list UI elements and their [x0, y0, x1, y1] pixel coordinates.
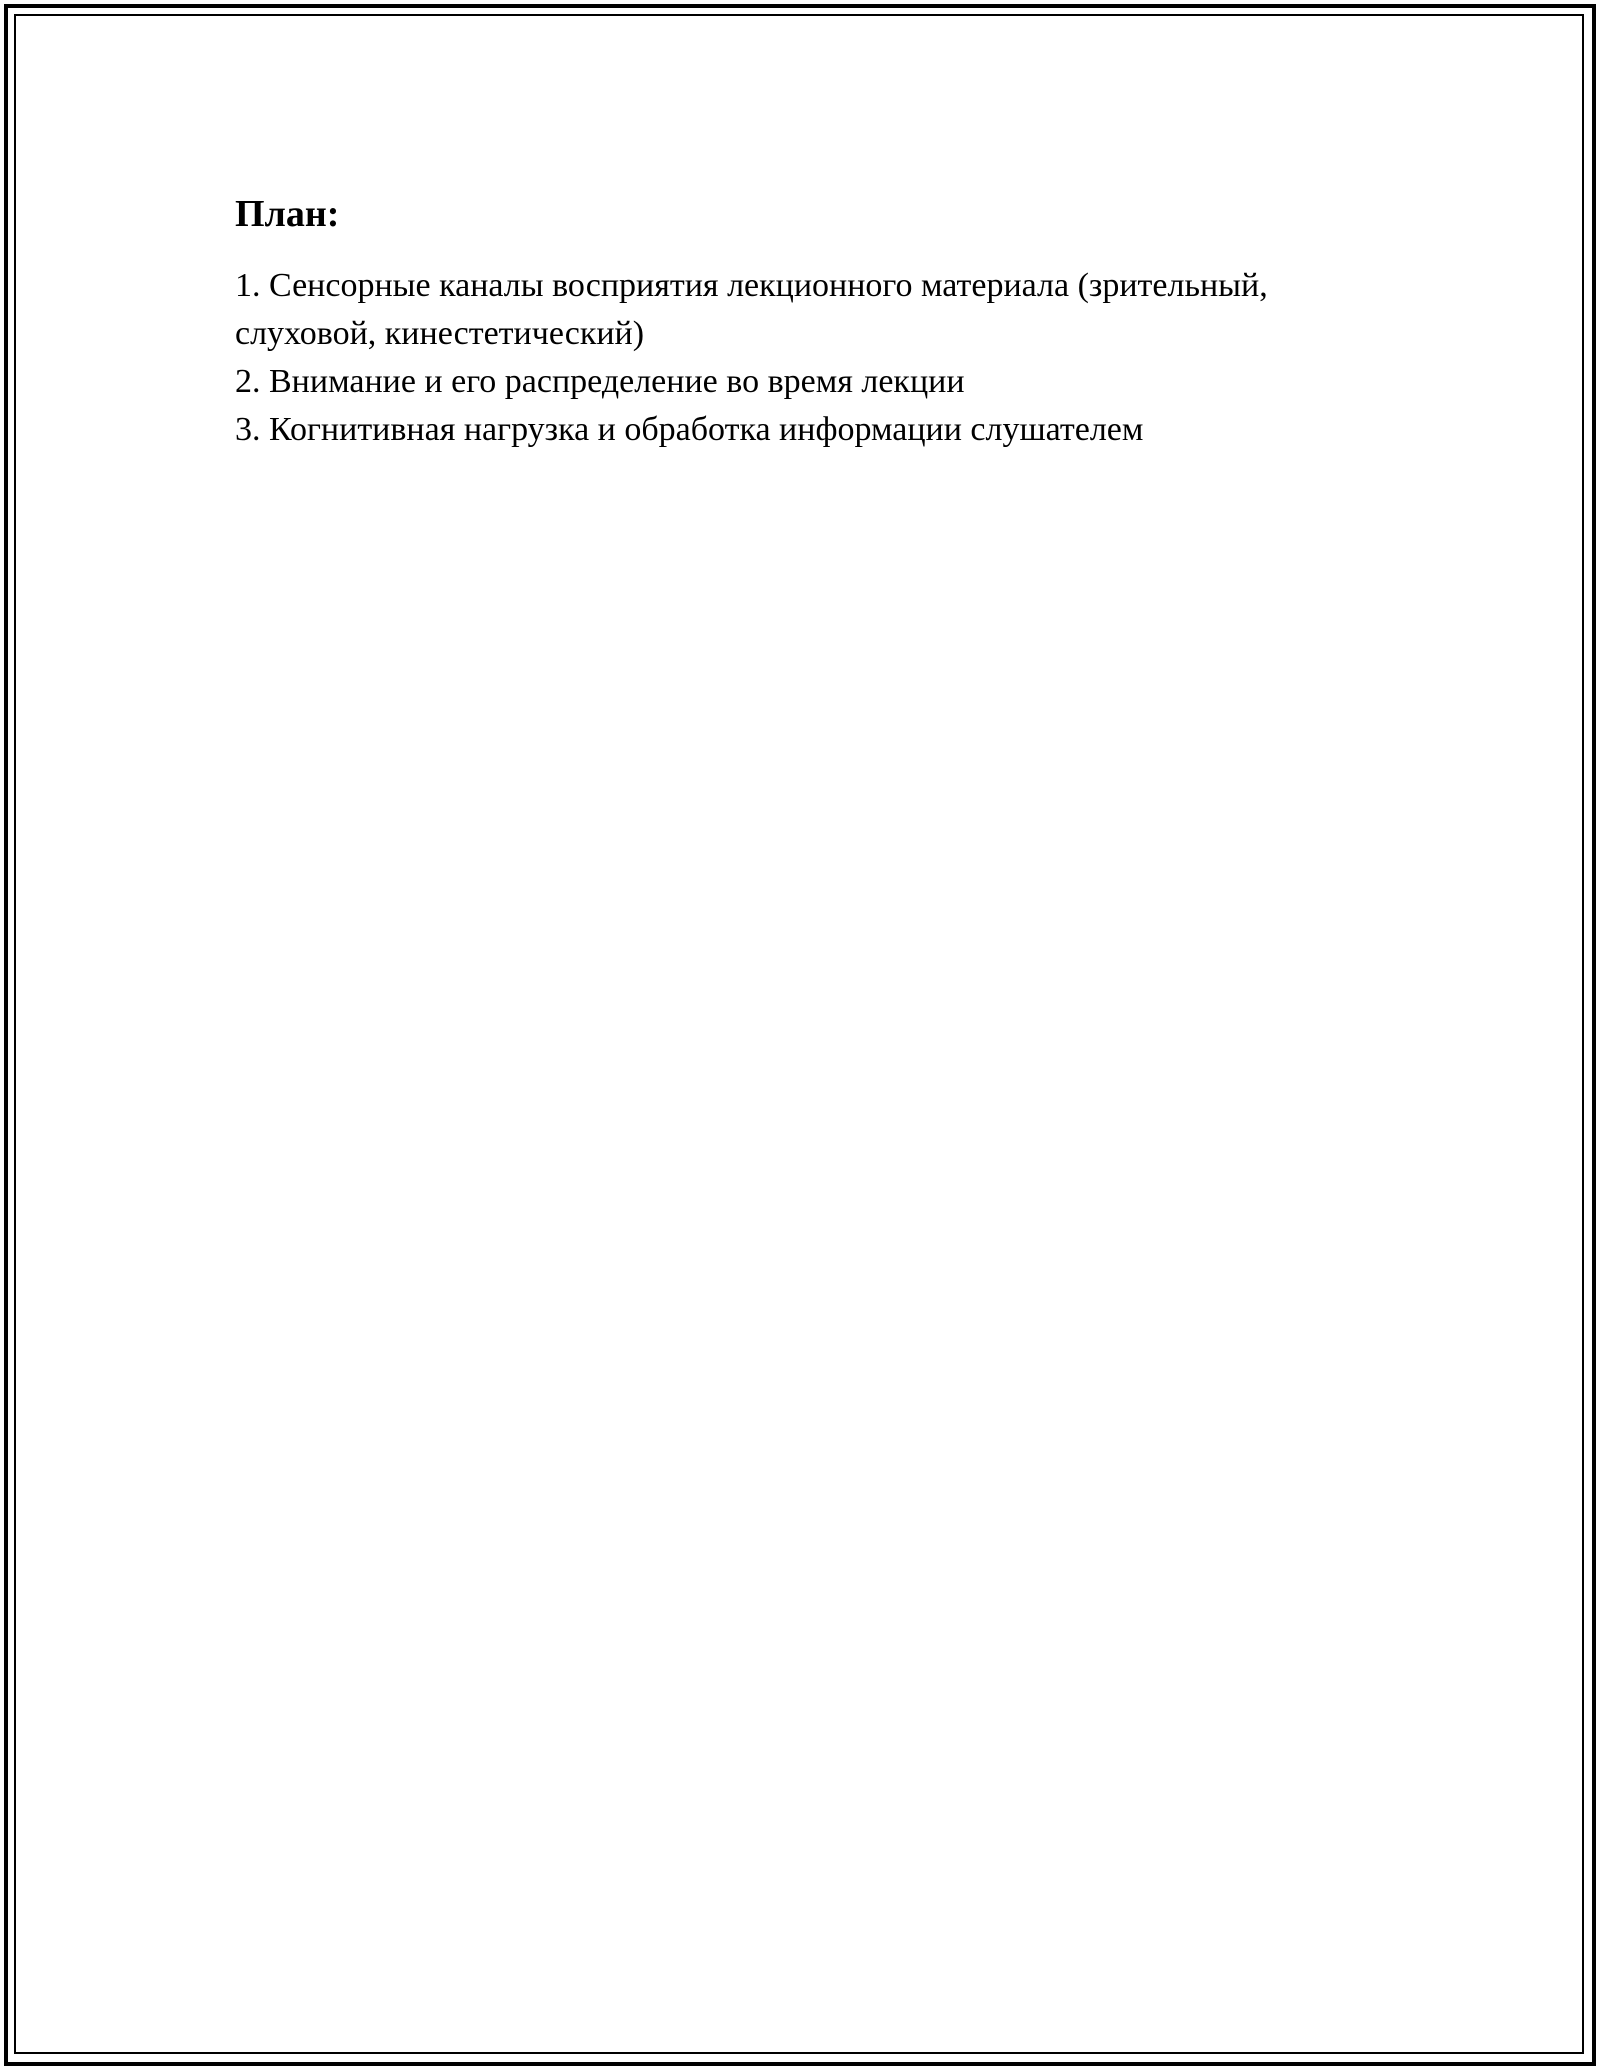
plan-item-2: 2. Внимание и его распределение во время лекции [235, 363, 965, 400]
plan-item-3: 3. Когнитивная нагрузка и обработка информации слушателем [235, 411, 1144, 448]
plan-item-1: 1. Сенсорные каналы восприятия лекционного материала (зрительный, слуховой, кинестетический) [235, 267, 1268, 352]
plan-list [235, 262, 1415, 454]
plan-heading: План: [235, 193, 340, 235]
document-content [235, 188, 1415, 454]
